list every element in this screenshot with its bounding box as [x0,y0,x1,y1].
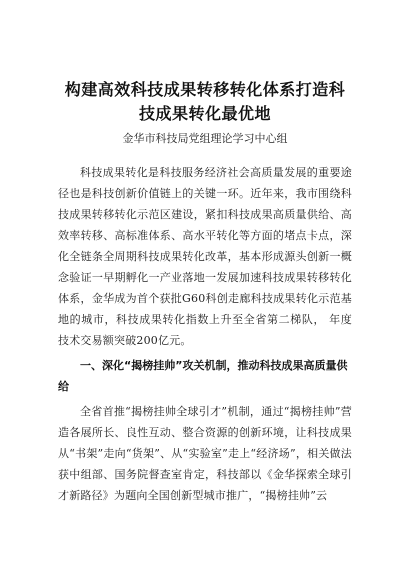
section-heading-1: 一、深化“揭榜挂帅”攻关机制，推动科技成果高质量供给 [58,359,348,393]
section-1-paragraph: 全省首推“揭榜挂帅全球引才”机制，通过“揭榜挂帅”营造各展所长、良性互动、整合资源的创新环境，让科技成果从“书架”走向“货架”、从“实验室”走上“经济场”，相关做法获中组部、国务院督查室肯定，科技部以《金华探索全球引才新路径》为题向全国创新型城市推广，“揭榜挂帅”云 [58,405,352,502]
intro-paragraph: 科技成果转化是科技服务经济社会高质量发展的重要途径也是科技创新价值链上的关键一环。近年来，我市围绕科技成果转移转化示范区建设，紧扣科技成果高质量供给、高效率转移、高标准体系、高水平转化等方面的堵点卡点，深化全链条全周期科技成果转化改革，基本形成源头创新一概念验证一早期孵化一产业落地一发展加速科技成果转移转化体系，金华成为首个获批G60科创走廊科技成果转化示范基地的城市，科技成果转化指数上升至全省第二梯队， 年度技术交易额突破200亿元。 [58,166,352,347]
document-title: 构建高效科技成果转移转化体系打造科技成果转化最优地 [64,80,346,123]
document-author: 金华市科技局党组理论学习中心组 [122,132,288,145]
